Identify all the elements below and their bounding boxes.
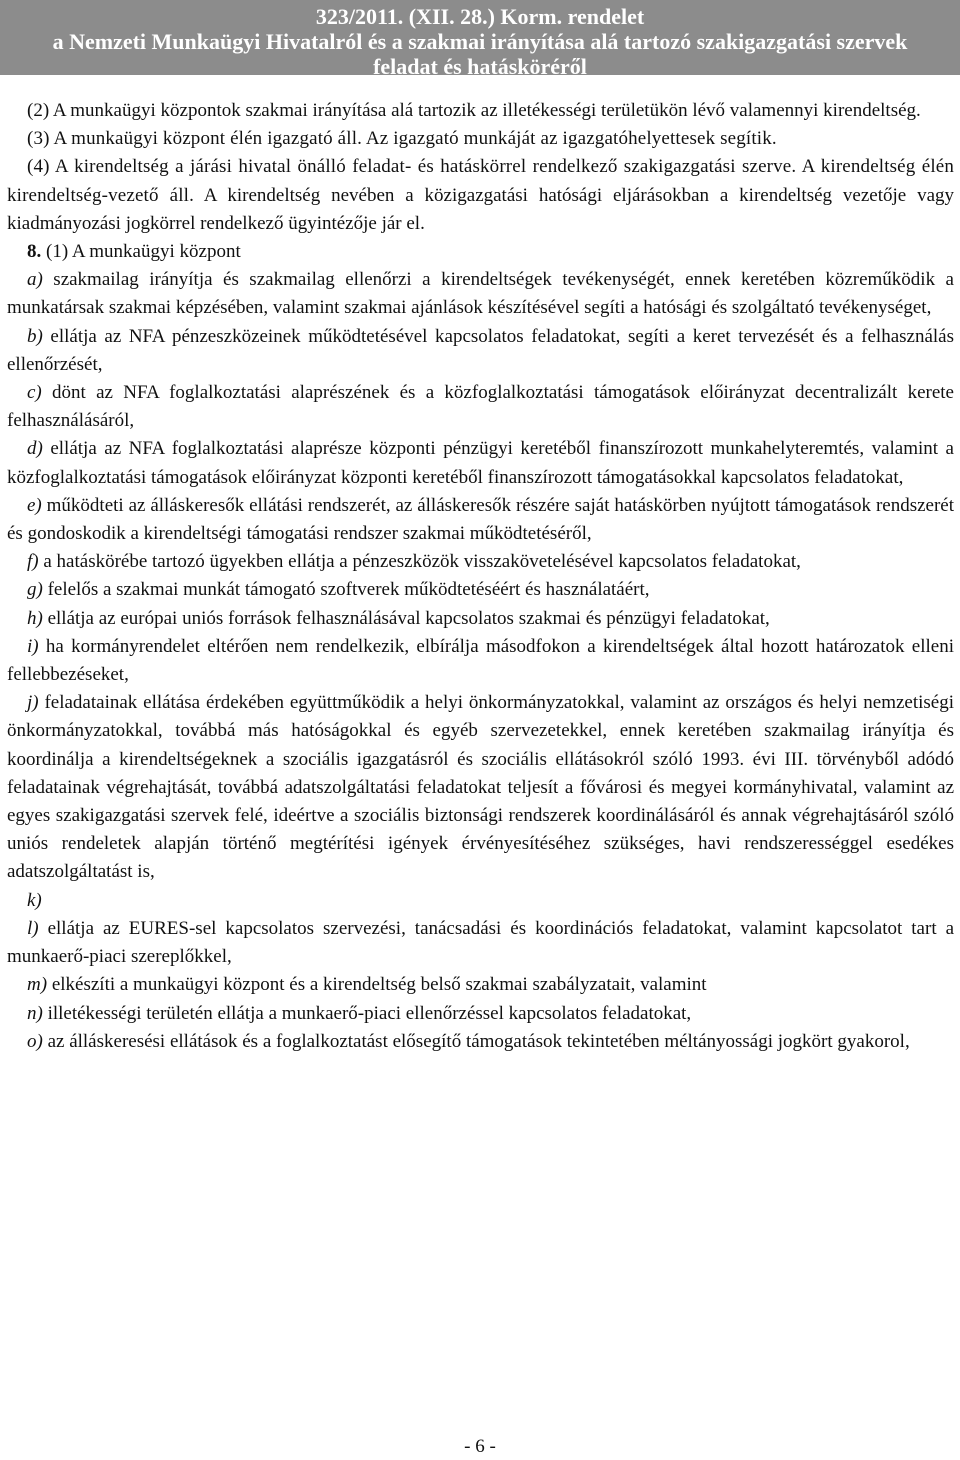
item-text: feladatainak ellátása érdekében együttműködik a helyi önkormányzatokkal, valamint az országos és helyi nemzetiségi önkormányzatokkal, továbbá más hatóságokkal és egyéb szervezetekkel, ennek keretében szakmailag irányítja és koordinálja a kirendeltségeknek a szociális igazgatásról és szociális ellátásokról szóló 1993. évi III. törvényből adódó feladatainak végrehajtását, továbbá adatszolgáltatási feladatokat teljesít a fővárosi és megyei kormányhivatal, valamint az egyes szakigazgatási szervek felé, ideértve a szociális biztonsági rendszerek koordinálásáról és annak végrehajtásáról szóló uniós rendeletek alapján történő megtérítési igények érvényesítéséhez szükséges, havi rendszerességgel esedékes adatszolgáltatást is, [7,692,954,883]
item-text: felelős a szakmai munkát támogató szoftverek működtetéséért és használatáért, [42,579,650,601]
list-item [7,492,954,548]
paragraph-4 [7,153,954,238]
list-item [7,323,954,379]
item-text: a hatáskörébe tartozó ügyekben ellátja a pénzeszközök visszakövetelésével kapcsolatos feladatokat, [38,551,801,573]
list-item [7,915,954,971]
item-text: illetékességi területén ellátja a munkaerő-piaci ellenőrzéssel kapcsolatos feladatokat, [42,1002,692,1024]
item-label: h) [27,607,43,629]
list-item [7,379,954,435]
document-header [0,0,960,79]
item-label: j) [27,692,39,714]
header-subtitle-cont: feladat és hatásköréről [373,54,587,79]
list-item [7,576,954,604]
document-body [0,75,960,1056]
header-subtitle: a Nemzeti Munkaügyi Hivatalról és a szakmai irányítása alá tartozó szakigazgatási szervek [52,29,908,54]
list-item [7,435,954,491]
item-label: o) [27,1030,43,1052]
list-item [7,633,954,689]
paragraph-2: (2) A munkaügyi központok szakmai irányítása alá tartozik az illetékességi területükön lévő valamennyi kirendeltség. [27,100,921,121]
paragraph-3: (3) A munkaügyi központ élén igazgató áll. Az igazgató munkáját az igazgatóhelyettesek segítik. [27,128,777,150]
paragraph-4-part-1: (4) A kirendeltség a járási hivatal önálló feladat- és hatáskörrel rendelkező szakigazgatási szerve. A kirendeltség élén kirendeltség-vezető áll. [7,156,954,206]
list-item [7,887,954,915]
header-title: 323/2011. (XII. 28.) Korm. rendelet [315,4,645,29]
item-text: működteti az álláskeresők ellátási rendszerét, az álláskeresők részére saját hatáskörben nyújtott támogatások rendszerét és gondoskodik a kirendeltségi támogatási rendszer szakmai működtetéséről, [7,494,954,545]
section-number: 8. [27,241,42,263]
item-text: dönt az NFA foglalkoztatási alaprészének és a közfoglalkoztatási támogatások előirányzat decentralizált kerete felhasználásáról, [7,382,954,432]
item-label: k) [27,889,42,911]
item-text: elkészíti a munkaügyi központ és a kirendeltség belső szakmai szabályzatait, valamint [47,974,707,996]
item-label: b) [27,325,43,347]
item-text: szakmailag irányítja és szakmailag ellenőrzi a kirendeltségek tevékenységét, ennek keretében közreműködik a munkatársak szakmai képzésében, valamint szakmai ajánlások készítésével segíti a hatósági és szolgáltató tevékenységet, [7,269,954,319]
item-label: m) [27,974,48,996]
item-label: i) [27,635,39,657]
item-label: a) [27,269,43,291]
item-label: l) [27,917,39,939]
item-label: n) [27,1002,43,1024]
item-text: az álláskeresési ellátások és a foglalkoztatást elősegítő támogatások tekintetében méltányossági jogkört gyakorol, [42,1030,910,1052]
item-text: ha kormányrendelet eltérően nem rendelkezik, elbírálja másodfokon a kirendeltségek által hozott határozatok elleni fellebbezéseket, [7,635,954,686]
item-text: ellátja az NFA foglalkoztatási alaprésze központi pénzügyi keretéből finanszírozott munkahelyteremtés, valamint a közfoglalkoztatási támogatások előirányzat központi keretéből finanszírozott támogatásokkal kapcsolatos feladatokat, [7,438,954,488]
list-item [7,266,954,322]
item-label: f) [27,551,39,573]
item-text: ellátja az NFA pénzeszközeinek működtetésével kapcsolatos feladatokat, segíti a keret tervezését és a felhasználás ellenőrzését, [7,325,954,375]
item-label: d) [27,438,43,460]
item-label: e) [27,494,42,516]
list-item [7,605,954,633]
paragraph-4-part-2: A kirendeltség nevében a közigazgatási hatósági eljárásokban a kirendeltség vezetője vagy kiadmányozási jogkörrel rendelkező ügyintézője jár el. [7,184,955,234]
list-item [7,689,954,886]
list-item [7,1028,954,1056]
item-text: ellátja az EURES-sel kapcsolatos szervezési, tanácsadási és koordinációs feladatokat, valamint kapcsolatot tart a munkaerő-piaci szereplőkkel, [7,917,954,968]
item-text: ellátja az európai uniós források felhasználásával kapcsolatos szakmai és pénzügyi feladatokat, [42,607,770,629]
list-item [7,548,954,576]
section-8-heading [7,238,954,266]
section-8-text: (1) A munkaügyi központ [46,241,241,263]
item-label: g) [27,579,43,601]
page-number: - 6 - [464,1436,496,1457]
item-label: c) [27,382,42,404]
list-item [7,1000,954,1028]
list-item [7,971,954,999]
